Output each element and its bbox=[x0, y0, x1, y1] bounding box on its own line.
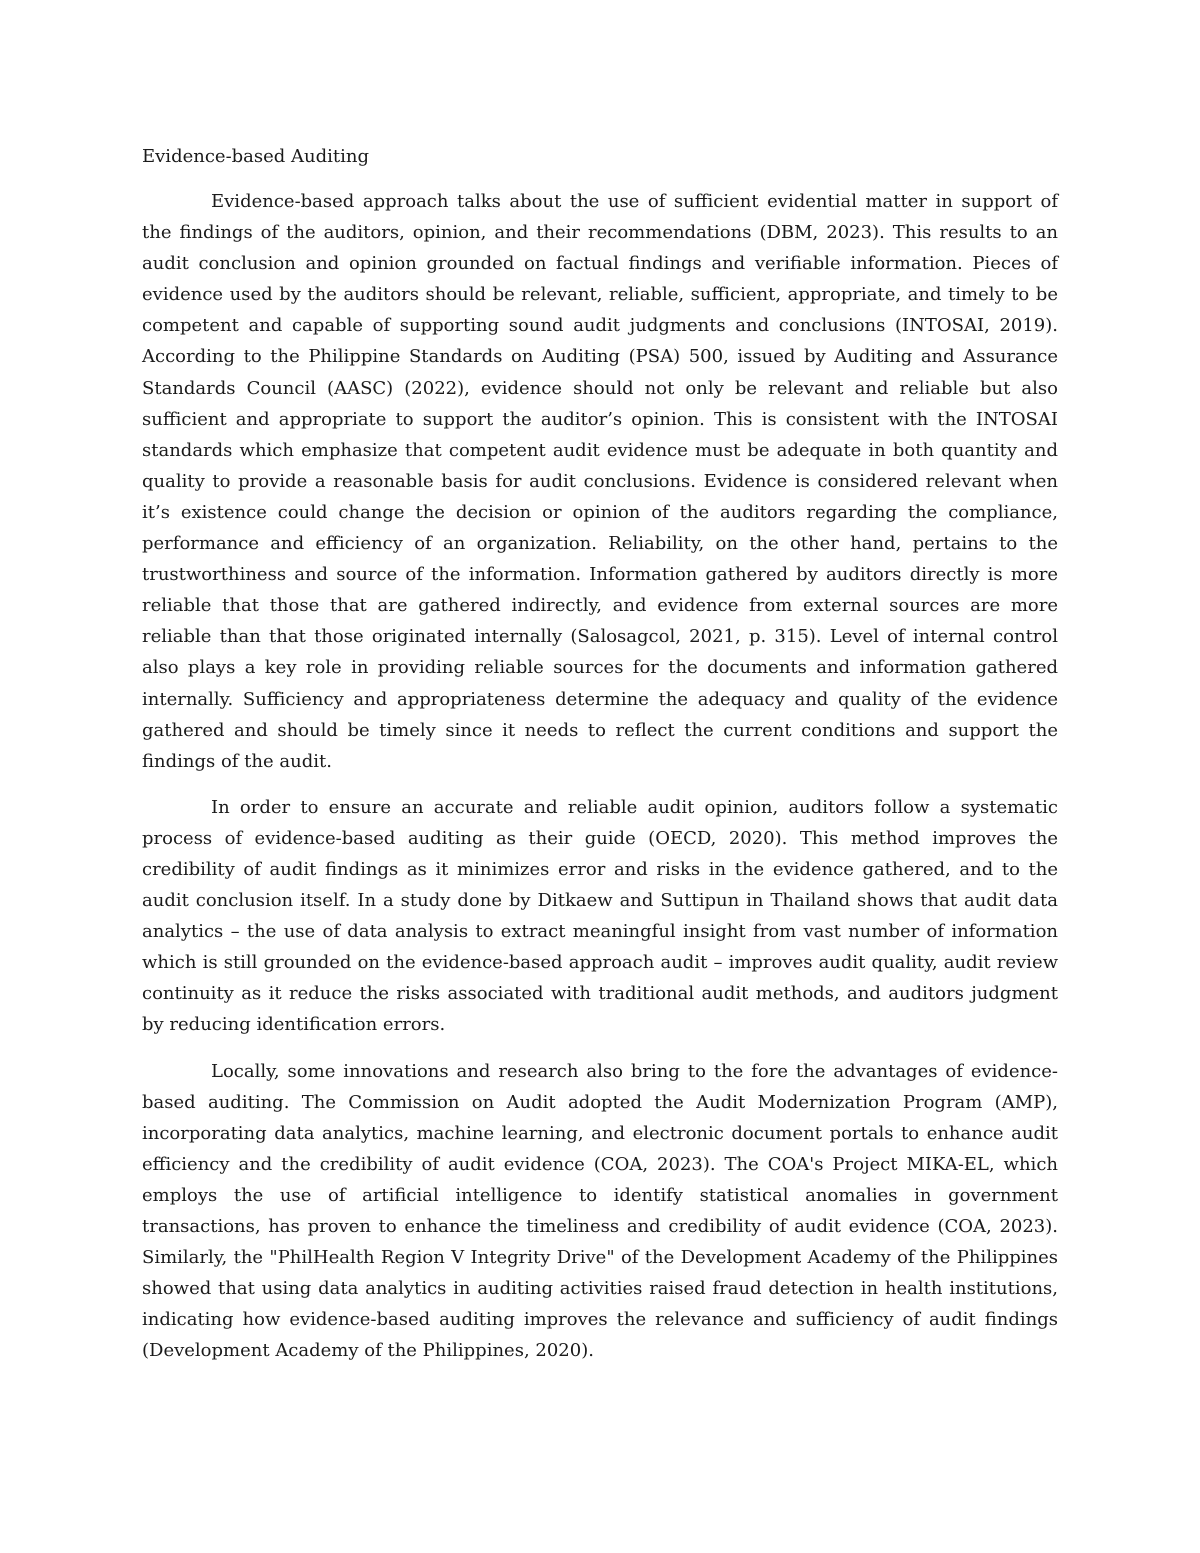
document-title: Evidence-based Auditing bbox=[142, 146, 370, 167]
document-body bbox=[142, 141, 1058, 1381]
paragraph-local-innovations: Locally, some innovations and research also bring to the fore the advantages of evidence-based auditing. The Commission on Audit adopted the Audit Modernization Program (AMP), incorporating data analytics, machine learning, and electronic document portals to enhance audit efficiency and the credibility of audit evidence (COA, 2023). The COA's Project MIKA-EL, which employs the use of artificial intelligence to identify statistical anomalies in government transactions, has proven to enhance the timeliness and credibility of audit evidence (COA, 2023). Similarly, the "PhilHealth Region V Integrity Drive" of the Development Academy of the Philippines showed that using data analytics in auditing activities raised fraud detection in health institutions, indicating how evidence-based auditing improves the relevance and sufficiency of audit findings (Development Academy of the Philippines, 2020). bbox=[142, 1060, 1058, 1362]
paragraph-evidence-approach: Evidence-based approach talks about the use of sufficient evidential matter in support of the findings of the auditors, opinion, and their recommendations (DBM, 2023). This results to an audit conclusion and opinion grounded on factual findings and verifiable information. Pieces of evidence used by the auditors should be relevant, reliable, sufficient, appropriate, and timely to be competent and capable of supporting sound audit judgments and conclusions (INTOSAI, 2019). According to the Philippine Standards on Auditing (PSA) 500, issued by Auditing and Assurance Standards Council (AASC) (2022), evidence should not only be relevant and reliable but also sufficient and appropriate to support the auditor’s opinion. This is consistent with the INTOSAI standards which emphasize that competent audit evidence must be adequate in both quantity and quality to provide a reasonable basis for audit conclusions. Evidence is considered relevant when it’s existence could change the decision or opinion of the auditors regarding the compliance, performance and efficiency of an organization. Reliability, on the other hand, pertains to the trustworthiness and source of the information. Information gathered by auditors directly is more reliable that those that are gathered indirectly, and evidence from external sources are more reliable than that those originated internally (Salosagcol, 2021, p. 315). Level of internal control also plays a key role in providing reliable sources for the documents and information gathered internally. Sufficiency and appropriateness determine the adequacy and quality of the evidence gathered and should be timely since it needs to reflect the current conditions and support the findings of the audit. bbox=[142, 191, 1058, 772]
paragraph-systematic-process: In order to ensure an accurate and reliable audit opinion, auditors follow a systematic process of evidence-based auditing as their guide (OECD, 2020). This method improves the credibility of audit findings as it minimizes error and risks in the evidence gathered, and to the audit conclusion itself. In a study done by Ditkaew and Suttipun in Thailand shows that audit data analytics – the use of data analysis to extract meaningful insight from vast number of information which is still grounded on the evidence-based approach audit – improves audit quality, audit review continuity as it reduce the risks associated with traditional audit methods, and auditors judgment by reducing identification errors. bbox=[142, 796, 1058, 1036]
